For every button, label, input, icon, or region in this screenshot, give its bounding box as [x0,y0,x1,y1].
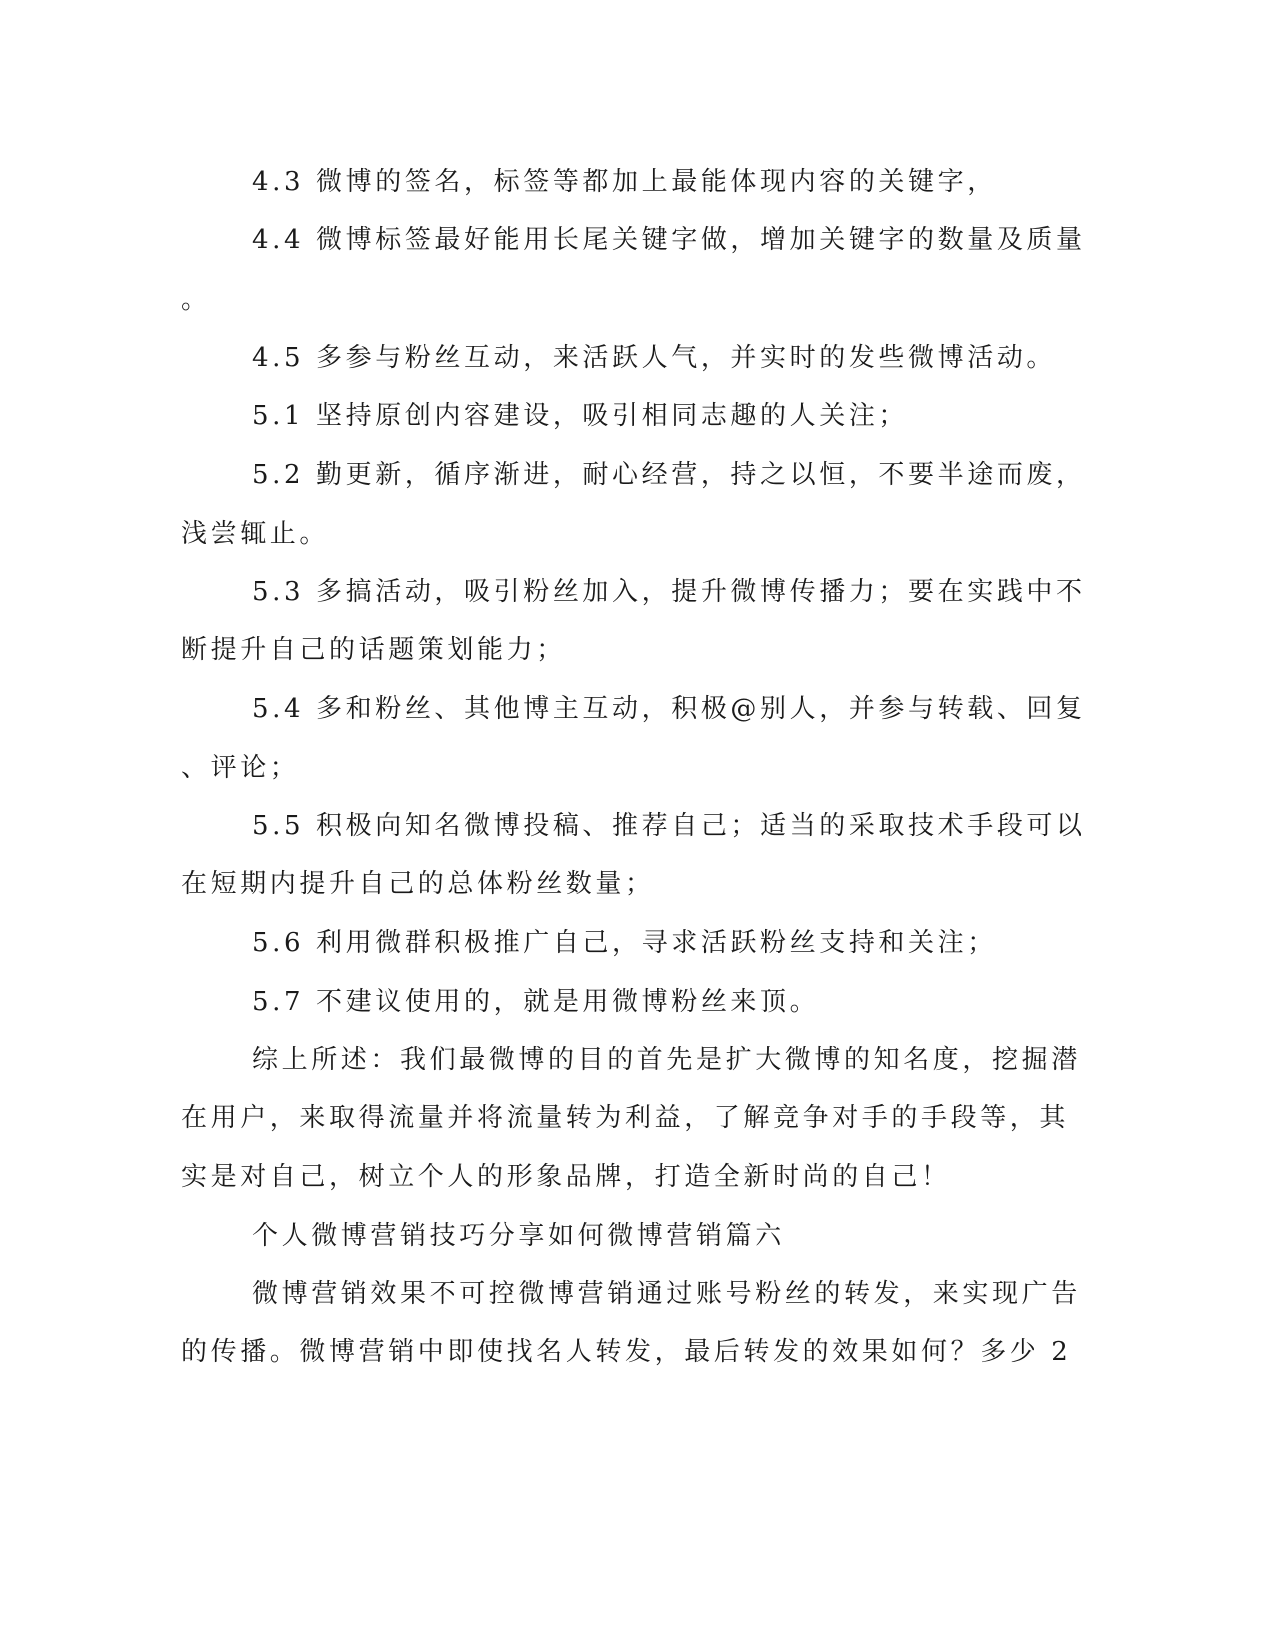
summary-line-2: 在用户，来取得流量并将流量转为利益，了解竞争对手的手段等，其 [181,1103,1070,1133]
text-line-5-6: 5.6 利用微群积极推广自己，寻求活跃粉丝支持和关注； [252,928,997,958]
text-line-4-4-cont: 。 [181,285,211,315]
text-line-5-7: 5.7 不建议使用的，就是用微博粉丝来顶。 [252,987,820,1017]
text-line-4-3: 4.3 微博的签名，标签等都加上最能体现内容的关键字， [252,167,997,197]
text-line-5-5: 5.5 积极向知名微博投稿、推荐自己；适当的采取技术手段可以 [252,811,1086,841]
text-line-5-5-cont: 在短期内提升自己的总体粉丝数量； [181,869,655,899]
text-line-5-2-cont: 浅尝辄止。 [181,519,330,549]
section-body-line-1: 微博营销效果不可控微博营销通过账号粉丝的转发，来实现广告 [252,1279,1081,1309]
text-line-4-4: 4.4 微博标签最好能用长尾关键字做，增加关键字的数量及质量 [252,225,1086,255]
summary-line-1: 综上所述：我们最微博的目的首先是扩大微博的知名度，挖掘潜 [252,1045,1081,1075]
text-line-4-5: 4.5 多参与粉丝互动，来活跃人气，并实时的发些微博活动。 [252,343,1057,373]
summary-line-3: 实是对自己，树立个人的形象品牌，打造全新时尚的自己！ [181,1162,951,1192]
text-line-5-4-cont: 、评论； [181,753,300,783]
section-body-line-2: 的传播。微博营销中即使找名人转发，最后转发的效果如何？多少 2 [181,1337,1072,1367]
text-line-5-1: 5.1 坚持原创内容建设，吸引相同志趣的人关注； [252,401,909,431]
text-line-5-3-cont: 断提升自己的话题策划能力； [181,635,566,665]
text-line-5-2: 5.2 勤更新，循序渐进，耐心经营，持之以恒，不要半途而废， [252,460,1086,490]
section-heading: 个人微博营销技巧分享如何微博营销篇六 [252,1221,785,1251]
text-line-5-3: 5.3 多搞活动，吸引粉丝加入，提升微博传播力；要在实践中不 [252,577,1086,607]
text-line-5-4: 5.4 多和粉丝、其他博主互动，积极@别人，并参与转载、回复 [252,694,1086,724]
